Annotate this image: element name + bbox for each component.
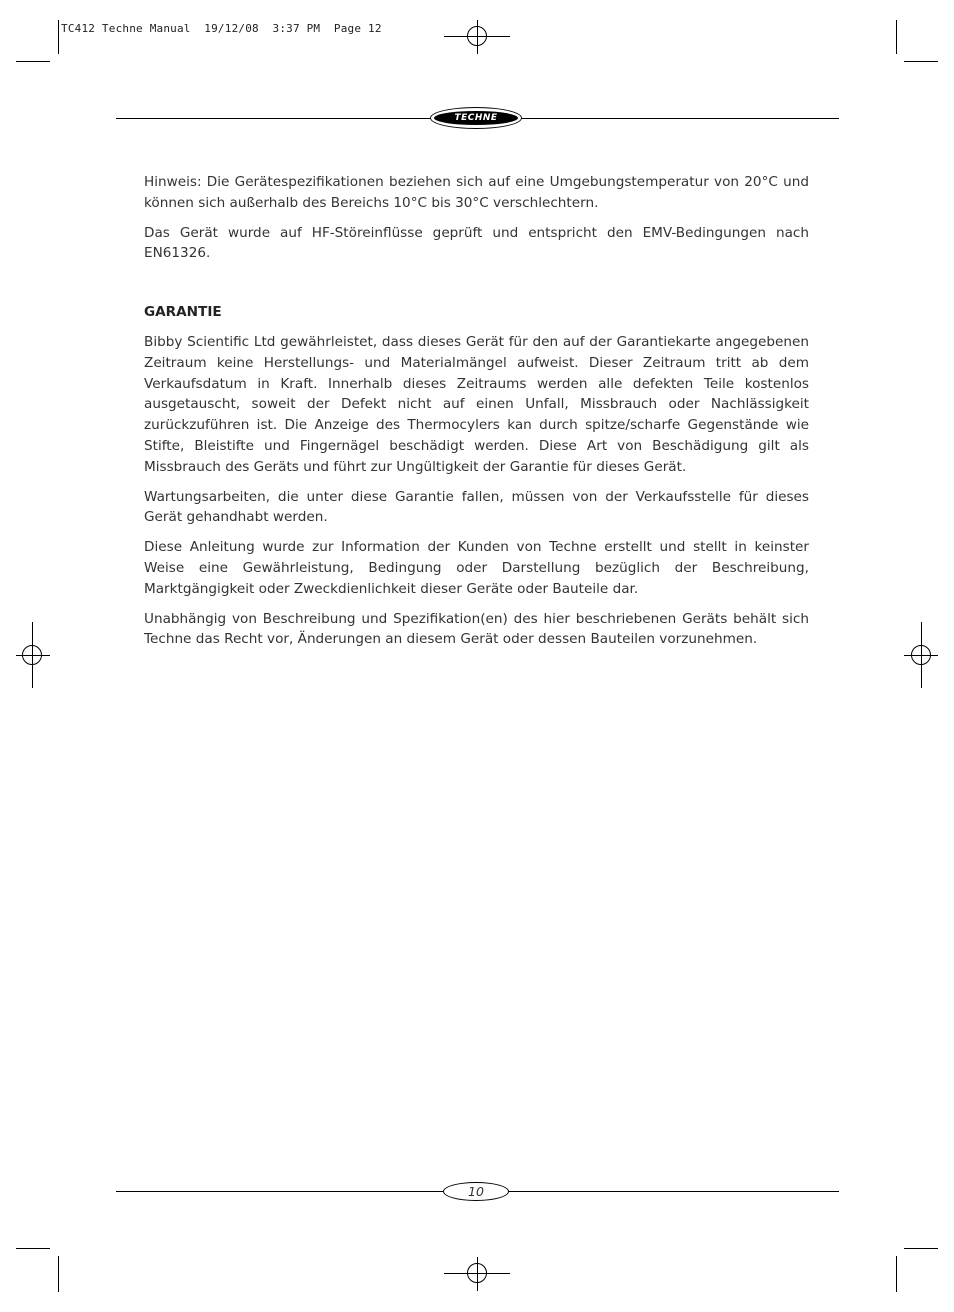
warranty-paragraph: Bibby Scientific Ltd gewährleistet, dass dieses Gerät für den auf der Garantiekarte angegebenen Zeitraum keine Herstellungs- und Materialmängel aufweist. Dieser Zeitraum tritt ab dem Verkaufsdatum in Kraft. Innerhalb dieses Zeitraums werden alle defekten Teile kostenlos ausgetauscht, soweit der Defekt nicht auf einen Unfall, Missbrauch oder Nachlässigkeit zurückzuführen ist. Die Anzeige des Thermocylers kan durch spitze/scharfe Gegenstände wie Stifte, Bleistifte und Fingernägel beschädigt werden. Diese Art von Beschädigung gilt als Missbrauch des Geräts und führt zur Ungültigkeit der Garantie für dieses Gerät. bbox=[144, 333, 809, 475]
registration-circle bbox=[911, 645, 931, 665]
crop-mark bbox=[896, 20, 897, 54]
note-paragraph: Hinweis: Die Gerätespezifikationen beziehen sich auf eine Umgebungstemperatur von 20°C und können sich außerhalb des Bereichs 10°C bis 30°C verschlechtern. bbox=[144, 174, 809, 211]
crop-mark bbox=[16, 1248, 50, 1249]
crop-mark bbox=[58, 1256, 59, 1292]
warranty-paragraph: Unabhängig von Beschreibung und Spezifikation(en) des hier beschriebenen Geräts behält sich Techne das Recht vor, Änderungen an diesem Gerät oder dessen Bauteilen vorzunehmen. bbox=[144, 610, 809, 648]
warranty-paragraph: Diese Anleitung wurde zur Information der Kunden von Techne erstellt und stellt in keinster Weise eine Gewährleistung, Bedingung oder Darstellung bezüglich der Beschreibung, Marktgängigkeit oder Zweckdienlichkeit dieser Geräte oder Bauteile dar. bbox=[144, 539, 809, 597]
emc-paragraph: Das Gerät wurde auf HF-Störeinflüsse geprüft und entspricht den EMV-Bedingungen nach EN61326. bbox=[144, 224, 809, 262]
crop-mark bbox=[58, 20, 59, 54]
crop-mark bbox=[16, 61, 50, 62]
registration-circle bbox=[467, 1263, 487, 1283]
crop-mark bbox=[904, 61, 938, 62]
warranty-paragraph: Wartungsarbeiten, die unter diese Garantie fallen, müssen von der Verkaufsstelle für dieses Gerät gehandhabt werden. bbox=[144, 488, 809, 526]
warranty-heading: GARANTIE bbox=[144, 304, 222, 321]
techne-logo bbox=[430, 107, 522, 129]
techne-logo-text: TECHNE bbox=[434, 111, 518, 125]
registration-circle bbox=[467, 26, 487, 46]
crop-mark bbox=[904, 1248, 938, 1249]
registration-circle bbox=[22, 645, 42, 665]
print-slug: TC412 Techne Manual 19/12/08 3:37 PM Page 12 bbox=[61, 22, 382, 35]
crop-mark bbox=[896, 1256, 897, 1292]
page-content bbox=[144, 172, 809, 659]
page-number: 10 bbox=[443, 1182, 509, 1201]
